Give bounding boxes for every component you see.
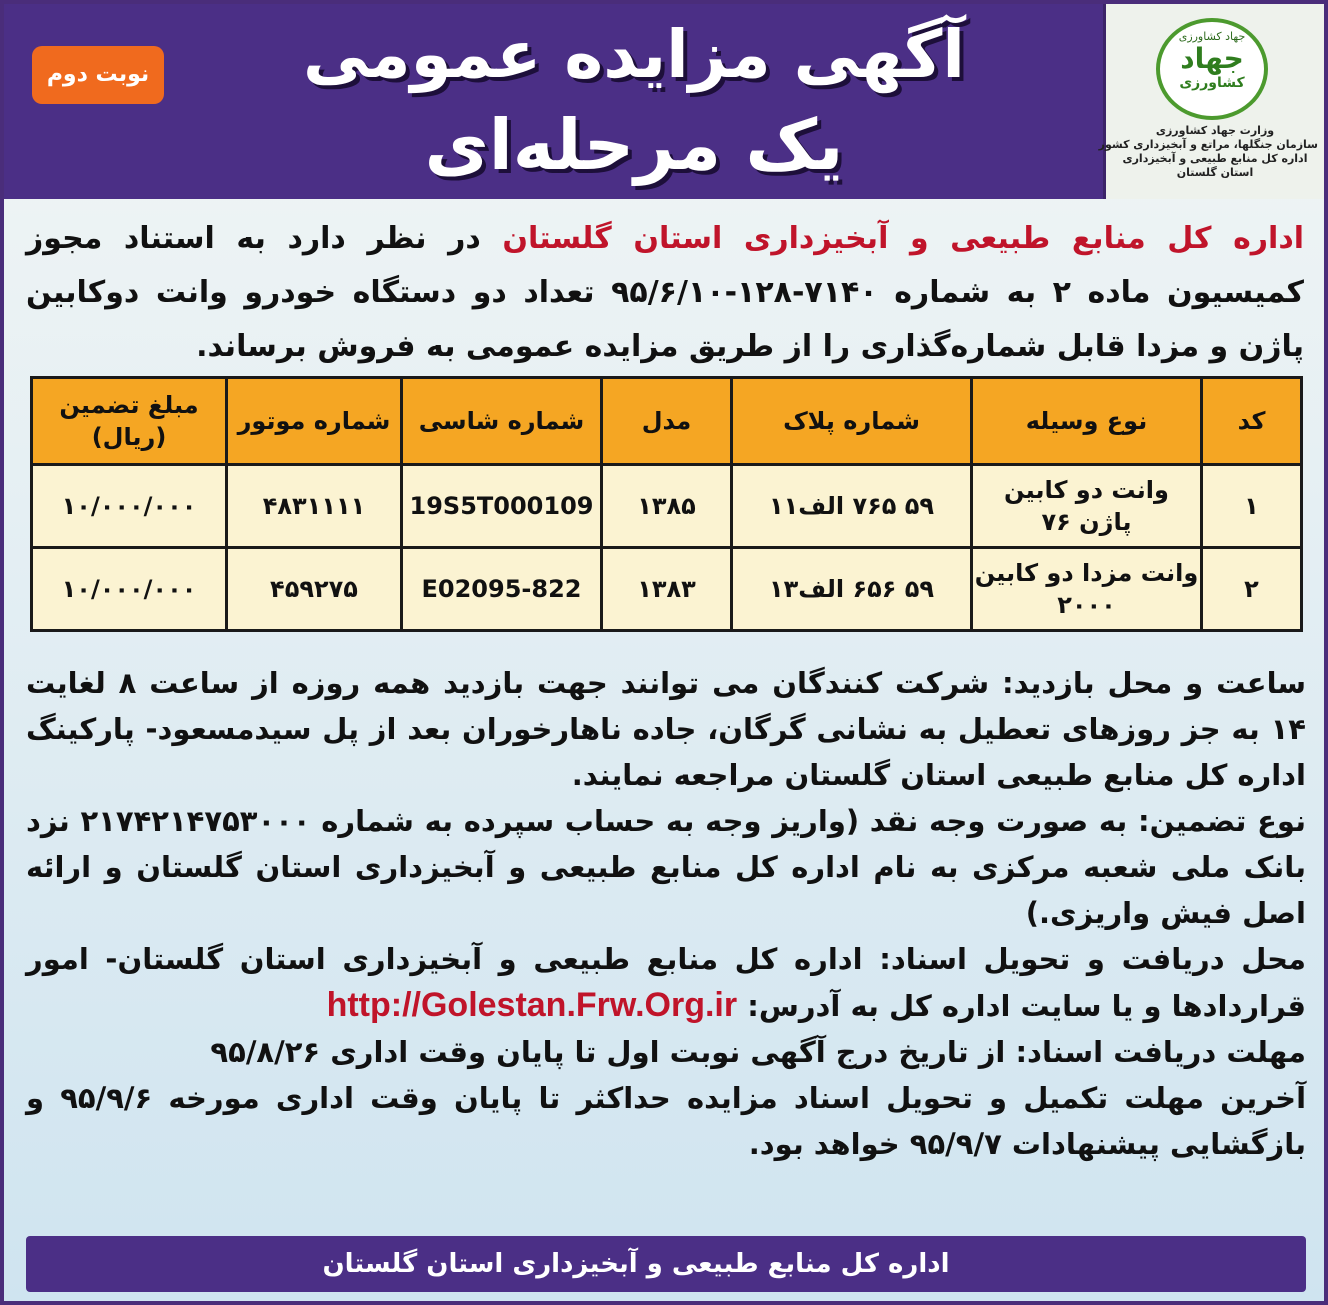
deadline-paragraph: مهلت دریافت اسناد: از تاریخ درج آگهی نوبت اول تا پایان وقت اداری ۹۵/۸/۲۶	[210, 1035, 1306, 1069]
edition-badge: نوبت دوم	[32, 46, 164, 104]
table-row	[32, 465, 1302, 548]
notice-body	[26, 660, 1306, 1167]
ministry-line: سازمان جنگلها، مراتع و آبخیزداری کشور	[1098, 138, 1318, 151]
documents-text: محل دریافت و تحویل اسناد: اداره کل منابع طبیعی و آبخیزداری استان گلستان- امور قراردادها و یا سایت اداره کل به آدرس:	[26, 942, 1306, 1023]
ministry-info	[1098, 124, 1318, 180]
ministry-line: اداره کل منابع طبیعی و آبخیزداری	[1122, 152, 1308, 165]
cell-engine: ۴۵۹۲۷۵	[227, 548, 402, 631]
intro-text: در نظر دارد به استناد مجوز کمیسیون ماده ۲ به شماره ۷۱۴۰-۱۲۸-۹۵/۶/۱۰ تعداد دو دستگاه خودرو وانت دوکابین پاژن و مزدا قابل شماره‌گذاری را از طریق مزایده عمومی به فروش برساند.	[26, 221, 1304, 364]
ministry-line: استان گلستان	[1176, 166, 1254, 179]
header-model: مدل	[602, 378, 732, 465]
organization-name: اداره کل منابع طبیعی و آبخیزداری استان گلستان	[502, 221, 1305, 256]
logo-main-text: جهاد	[1180, 42, 1244, 75]
notice-title: آگهی مزایده عمومی	[302, 16, 966, 93]
notice-subtitle: یک مرحله‌ای	[424, 104, 844, 186]
logo-top-text: جهاد کشاورزی	[1178, 30, 1246, 43]
header-chassis: شماره شاسی	[402, 378, 602, 465]
cell-guarantee: ۱۰/۰۰۰/۰۰۰	[32, 548, 227, 631]
cell-plate: ۵۹ ۷۶۵ الف۱۱	[732, 465, 972, 548]
cell-chassis: 822-E02095	[402, 548, 602, 631]
website-link[interactable]: http://Golestan.Frw.Org.ir	[326, 986, 738, 1024]
cell-model: ۱۳۸۳	[602, 548, 732, 631]
table-header-row	[32, 378, 1302, 465]
footer-text: اداره کل منابع طبیعی و آبخیزداری استان گلستان	[322, 1249, 950, 1279]
footer-banner	[26, 1236, 1306, 1292]
header-plate: شماره پلاک	[732, 378, 972, 465]
logo-sub-text: کشاورزی	[1179, 75, 1245, 91]
vehicles-table-wrap	[30, 376, 1300, 632]
header-code: کد	[1202, 378, 1302, 465]
table-row	[32, 548, 1302, 631]
cell-guarantee: ۱۰/۰۰۰/۰۰۰	[32, 465, 227, 548]
visit-paragraph: ساعت و محل بازدید: شرکت کنندگان می توانند جهت بازدید همه روزه از ساعت ۸ لغایت ۱۴ به جز روزهای تعطیل به نشانی گرگان، جاده ناهارخوران بعد از پل سیدمسعود- پارکینگ اداره کل منابع طبیعی استان گلستان مراجعه نمایند.	[26, 666, 1306, 792]
final-deadline-paragraph: آخرین مهلت تکمیل و تحویل اسناد مزایده حداکثر تا پایان وقت اداری مورخه ۹۵/۹/۶ و بازگشایی پیشنهادات ۹۵/۹/۷ خواهد بود.	[26, 1081, 1307, 1161]
logo-panel	[1098, 4, 1324, 199]
header-vehicle-type: نوع وسیله	[972, 378, 1202, 465]
cell-model: ۱۳۸۵	[602, 465, 732, 548]
intro-paragraph	[26, 212, 1304, 374]
ministry-line: وزارت جهاد کشاورزی	[1155, 124, 1275, 137]
vehicles-table	[30, 376, 1303, 632]
cell-code: ۱	[1202, 465, 1302, 548]
jahad-logo-icon	[1156, 18, 1268, 120]
guarantee-paragraph: نوع تضمین: به صورت وجه نقد (واریز وجه به حساب سپرده به شماره ۲۱۷۴۲۱۴۷۵۳۰۰۰ نزد بانک ملی شعبه مرکزی به نام اداره کل منابع طبیعی و آبخیزداری استان گلستان و ارائه اصل فیش واریزی.)	[26, 804, 1306, 930]
header-guarantee: مبلغ تضمین (ریال)	[32, 378, 227, 465]
cell-vehicle-type: وانت مزدا دو کابین ۲۰۰۰	[972, 548, 1202, 631]
header-engine: شماره موتور	[227, 378, 402, 465]
documents-paragraph	[26, 936, 1306, 1029]
cell-engine: ۴۸۳۱۱۱۱	[227, 465, 402, 548]
cell-chassis: 19S5T000109	[402, 465, 602, 548]
cell-plate: ۵۹ ۶۵۶ الف۱۳	[732, 548, 972, 631]
cell-vehicle-type: وانت دو کابین پاژن ۷۶	[972, 465, 1202, 548]
cell-code: ۲	[1202, 548, 1302, 631]
header-banner	[4, 4, 1324, 199]
